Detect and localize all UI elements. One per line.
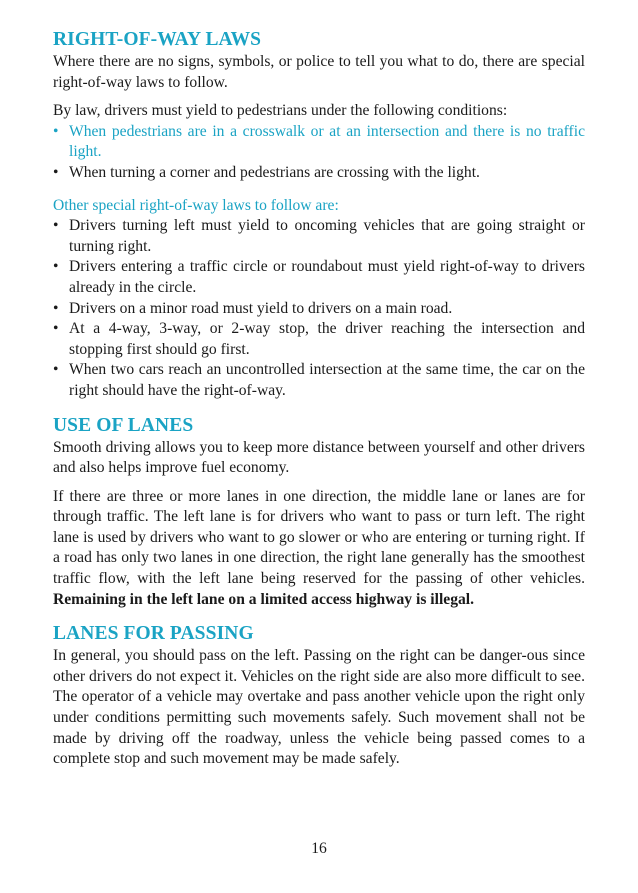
list-item: • Drivers on a minor road must yield to drivers on a main road.: [53, 299, 585, 320]
use-of-lanes-para-2-text: If there are three or more lanes in one direction, the middle lane or lanes are for through traffic. The left lane is for drivers who want to pass or turn left. The right lane is used by drivers who want to go slower or who are entering or turning right. If a road has only two lanes in one direction, the right lane generally has the smoothest traffic flow, with the left lane being reserved for the passing of other vehicles.: [53, 487, 585, 588]
left-lane-warning: Remaining in the left lane on a limited access highway is illegal.: [53, 590, 475, 608]
right-of-way-intro: Where there are no signs, symbols, or police to tell you what to do, there are special right-of-way laws to follow.: [53, 53, 585, 91]
page-number: 16: [311, 840, 327, 857]
lanes-for-passing-para: In general, you should pass on the left. Passing on the right can be danger-ous since other drivers do not expect it. Vehicles on the right side are also more difficult to see. The operator of a vehicle may overtake and pass another vehicle upon the right only under conditions permitting such movements safely. Such movement shall not be made by driving off the roadway, unless the vehicle being passed comes to a complete stop and such movement may be made safely.: [53, 647, 585, 768]
section-heading-right-of-way: RIGHT-OF-WAY LAWS: [53, 29, 262, 50]
list-item: • Drivers entering a traffic circle or roundabout must yield right-of-way to drivers already in the circle.: [53, 257, 585, 298]
use-of-lanes-para-2: [53, 487, 585, 611]
page-content: [53, 28, 585, 770]
list-item: • At a 4-way, 3-way, or 2-way stop, the driver reaching the intersection and stopping first should go first.: [53, 319, 585, 360]
list-item: • When two cars reach an uncontrolled intersection at the same time, the car on the right should have the right-of-way.: [53, 360, 585, 401]
section-heading-lanes-for-passing: LANES FOR PASSING: [53, 623, 254, 645]
pedestrian-bullet-list: [53, 122, 585, 184]
other-laws-bullet-list: [53, 216, 585, 401]
list-item: • When pedestrians are in a crosswalk or at an intersection and there is no traffic light.: [53, 122, 585, 163]
list-item: • Drivers turning left must yield to oncoming vehicles that are going straight or turning right.: [53, 216, 585, 257]
pedestrian-yield-intro: By law, drivers must yield to pedestrians under the following conditions:: [53, 102, 508, 120]
section-heading-use-of-lanes: USE OF LANES: [53, 414, 194, 436]
list-item: • When turning a corner and pedestrians are crossing with the light.: [53, 163, 585, 184]
other-laws-intro: Other special right-of-way laws to follow are:: [53, 196, 339, 214]
use-of-lanes-para-1: Smooth driving allows you to keep more distance between yourself and other drivers and also helps improve fuel economy.: [53, 438, 585, 477]
